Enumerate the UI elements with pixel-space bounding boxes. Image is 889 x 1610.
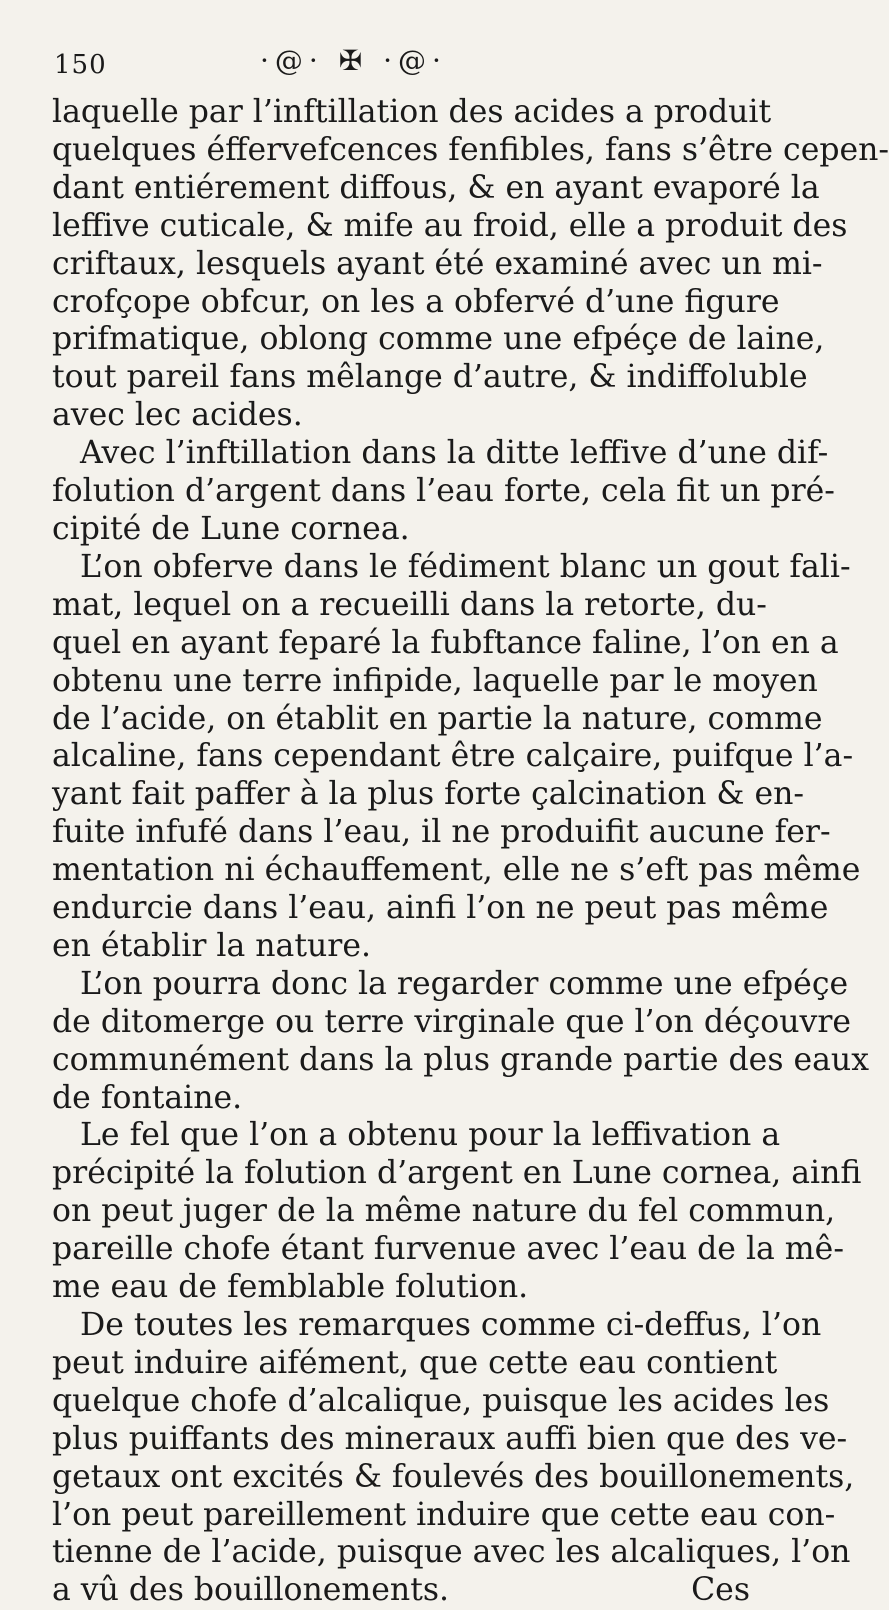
page-number: 150 [54,50,107,80]
text-line: quelque chofe d’alcalique, puisque les acides les [52,1382,830,1419]
text-line: fuite infufé dans l’eau, il ne produifit aucune fer- [52,814,831,851]
text-line: plus puiffants des mineraux auffi bien que des ve- [52,1420,848,1457]
page-header [52,44,752,94]
text-line: pareille chofe étant furvenue avec l’eau de la mê- [52,1231,844,1268]
text-line: criftaux, lesquels ayant été examiné avec un mi- [52,245,823,282]
text-line: De toutes les remarques comme ci-deffus, l’on [80,1307,822,1343]
text-line: cipité de Lune cornea. [52,510,410,547]
text-line: yant fait paffer à la plus forte çalcination & en- [52,776,805,813]
text-line: quelques éffervefcences fenfibles, fans s’être cepen- [52,131,889,168]
text-line: l’on peut pareillement induire que cette eau con- [52,1496,836,1533]
text-line: me eau de femblable folution. [52,1269,529,1306]
text-line: folution d’argent dans l’eau forte, cela fit un pré- [52,473,835,510]
text-line: tienne de l’acide, puisque avec les alcaliques, l’on [52,1534,851,1571]
text-line: prifmatique, oblong comme une efpéçe de laine, [52,321,825,358]
text-line: tout pareil fans mêlange d’autre, & indiffoluble [52,359,808,396]
final-line [52,1572,752,1610]
text-line: Le fel que l’on a obtenu pour la leffivation a [80,1117,781,1154]
text-line: dant entiérement diffous, & en ayant evaporé la [52,169,820,206]
text-line: leffive cuticale, & mife au froid, elle a produit des [52,207,848,244]
text-line: de ditomerge ou terre virginale que l’on déçouvre [52,1003,852,1040]
text-line: avec lec acides. [52,397,303,434]
text-line: quel en ayant feparé la fubftance faline, l’on en a [52,624,839,661]
text-line: mat, lequel on a recueilli dans la retorte, du- [52,586,767,623]
text-line: crofçope obfcur, on les a obfervé d’une figure [52,283,780,320]
text-line: on peut juger de la même nature du fel commun, [52,1193,836,1230]
text-line: alcaline, fans cependant être calçaire, puifque l’a- [52,738,854,775]
text-line: communément dans la plus grande partie des eaux [52,1041,869,1078]
text-line: obtenu une terre infipide, laquelle par le moyen [52,662,818,699]
final-line-text: a vû des bouillonements. [52,1572,450,1609]
body-text [52,94,889,1572]
text-line: getaux ont excités & foulevés des bouillonements, [52,1458,855,1495]
text-line: L’on obferve dans le fédiment blanc un gout fali- [80,548,851,585]
text-line: Avec l’inftillation dans la ditte leffive d’une dif- [80,435,829,472]
text-line: de l’acide, on établit en partie la nature, comme [52,700,823,737]
text-line: en établir la nature. [52,927,371,964]
text-line: mentation ni échauffement, elle ne s’eft pas même [52,852,861,889]
text-line: précipité la folution d’argent en Lune cornea, ainfi [52,1155,862,1192]
catchword: Ces [691,1572,750,1609]
text-line: peut induire aifément, que cette eau contient [52,1344,778,1381]
text-line: L’on pourra donc la regarder comme une efpéçe [80,965,849,1002]
text-line: laquelle par l’inftillation des acides a produit [52,94,772,130]
header-ornament: ·@· ✠ ·@· [260,44,447,77]
text-line: endurcie dans l’eau, ainfi l’on ne peut pas même [52,890,829,927]
text-line: de fontaine. [52,1079,243,1116]
